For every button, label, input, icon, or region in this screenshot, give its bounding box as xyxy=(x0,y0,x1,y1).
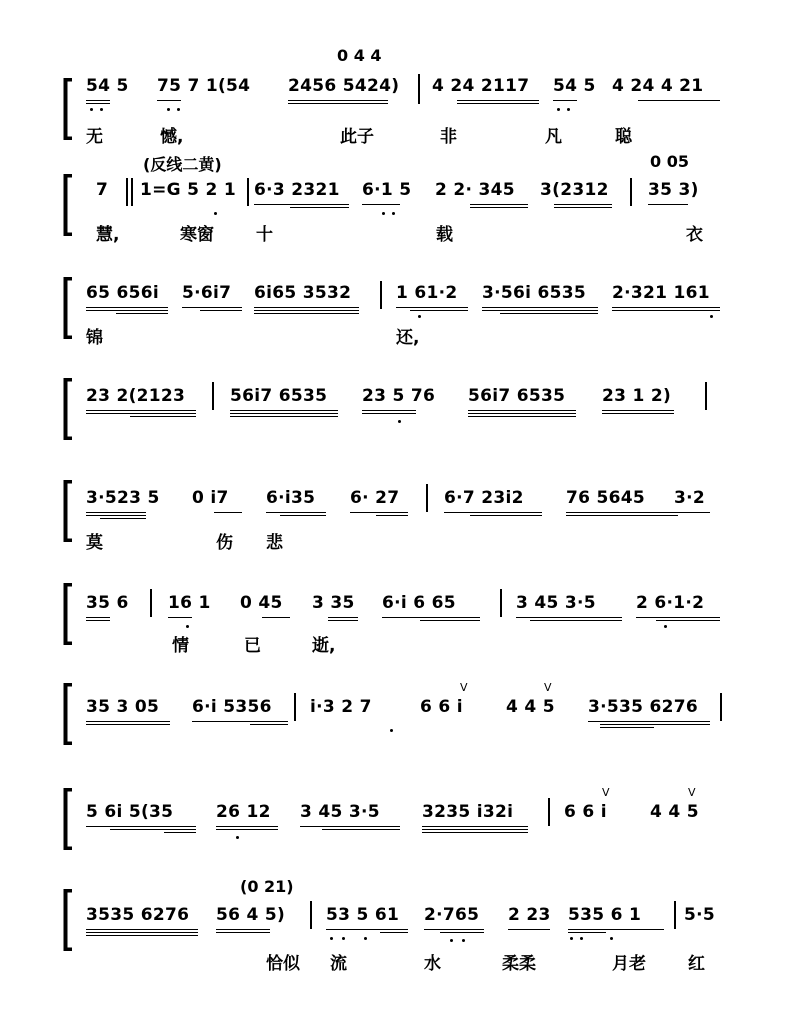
system-bracket xyxy=(62,277,74,339)
lyric: 已 xyxy=(244,636,261,656)
notation-group: 3 45 3·5 xyxy=(516,593,596,613)
notation-group: 2456 5424) xyxy=(288,76,400,96)
notation-group: 53 5 61 xyxy=(326,905,400,925)
lyric: 此子 xyxy=(340,127,374,147)
notation-group: 1 61·2 xyxy=(396,283,458,303)
notation-group: 3235 i32i xyxy=(422,802,514,822)
lyric: 莫 xyxy=(86,533,103,553)
lyric: 非 xyxy=(440,127,457,147)
notation-group: 3 35 xyxy=(312,593,355,613)
notation-group: 23 2(2123 xyxy=(86,386,186,406)
notation-group: 3·523 5 xyxy=(86,488,160,508)
lyric: 凡 xyxy=(545,127,562,147)
notation-group: 3 45 3·5 xyxy=(300,802,380,822)
notation-group: 3·535 6276 xyxy=(588,697,699,717)
notation-group: 3535 6276 xyxy=(86,905,190,925)
notation-group: 535 6 1 xyxy=(568,905,642,925)
notation-group: 2 6·1·2 xyxy=(636,593,705,613)
notation-group: 2 2· 345 xyxy=(435,180,515,200)
score-page: 0 4 4 54 5 75 7 1(54 2456 5424) 4 24 2117 54 5 4 24 4 21 无 憾, 此子 非 凡 聪 (反线二黄) 0 05 7 1=G 5 2 1 6·3 2321 6·1 5 2 2· 345 3(2312 35 3) 慧, 寒窗 十 载 衣 65 656i 5·6i7 6i65 3532 1 61·2 3·56i 6535 2·321 161 锦 还, 23 2(2123 56i7 6535 23 5 76 56i7 6535 23 1 2) 3·523 5 0 i7 6·i35 6· 27 6·7 23i2 76 5645 3·2 莫 伤 悲 35 6 16 1 0 45 3 35 6·i 6 65 3 45 3·5 2 6·1·2 情 已 逝, V V 35 3 05 6·i 5356 i·3 2 7 6 6 i 4 4 5 3·535 6276 V V 5 6i 5(35 26 12 3 45 3·5 3235 i32i 6 6 i 4 4 5 (0 21) 3535 6276 56 4 5) 53 5 61 2·765 2 23 535 6 1 5·5 恰似 流 水 柔柔 月老 红 xyxy=(0,0,796,1026)
annotation-upper: 0 05 xyxy=(650,152,689,171)
notation-group: 1=G 5 2 1 xyxy=(140,180,236,200)
barline xyxy=(294,693,296,721)
barline xyxy=(674,901,676,929)
notation-group: 54 5 xyxy=(553,76,596,96)
notation-group: 75 7 1(54 xyxy=(157,76,251,96)
system-bracket xyxy=(62,889,74,951)
barline xyxy=(131,178,133,206)
barline xyxy=(630,178,632,206)
notation-group: 4 24 2117 xyxy=(432,76,530,96)
annotation-key-change: (反线二黄) xyxy=(143,155,222,174)
lyric: 衣 xyxy=(686,225,703,245)
notation-group: 6i65 3532 xyxy=(254,283,352,303)
system-bracket xyxy=(62,583,74,645)
barline xyxy=(150,589,152,617)
barline xyxy=(500,589,502,617)
barline xyxy=(548,798,550,826)
notation-group: 35 3) xyxy=(648,180,699,200)
notation-group: 56i7 6535 xyxy=(468,386,566,406)
notation-group: 5·6i7 xyxy=(182,283,232,303)
notation-group: 6· 27 xyxy=(350,488,400,508)
notation-group: 2·765 xyxy=(424,905,480,925)
notation-group: 6·3 2321 xyxy=(254,180,340,200)
lyric: 十 xyxy=(256,225,273,245)
notation-group: 4 4 5 xyxy=(650,802,699,822)
notation-group: 4 4 5 xyxy=(506,697,555,717)
notation-group: 56 4 5) xyxy=(216,905,286,925)
annotation-upper: (0 21) xyxy=(240,877,294,896)
lyric: 伤 xyxy=(216,533,233,553)
barline xyxy=(426,484,428,512)
notation-group: 6·i 6 65 xyxy=(382,593,456,613)
notation-group: 2 23 xyxy=(508,905,551,925)
notation-group: 16 1 xyxy=(168,593,211,613)
system-bracket xyxy=(62,683,74,745)
notation-group: 65 656i xyxy=(86,283,159,303)
lyric: 柔柔 xyxy=(502,954,536,974)
barline xyxy=(247,178,249,206)
barline xyxy=(212,382,214,410)
lyric: 恰似 xyxy=(266,954,300,974)
notation-group: 6·i35 xyxy=(266,488,316,508)
system-bracket xyxy=(62,78,74,140)
notation-group: 6·7 23i2 xyxy=(444,488,524,508)
notation-group: i·3 2 7 xyxy=(310,697,372,717)
barline xyxy=(418,74,420,104)
notation-group: 5 6i 5(35 xyxy=(86,802,174,822)
barline xyxy=(126,178,128,206)
notation-group: 2·321 161 xyxy=(612,283,710,303)
notation-group: 23 1 2) xyxy=(602,386,672,406)
lyric: 慧, xyxy=(96,225,120,245)
notation-group: 7 xyxy=(96,180,109,200)
lyric: 还, xyxy=(396,328,420,348)
lyric: 悲 xyxy=(266,533,283,553)
barline xyxy=(310,901,312,929)
notation-group: 56i7 6535 xyxy=(230,386,328,406)
notation-group: 6 6 i xyxy=(420,697,463,717)
system-bracket xyxy=(62,174,74,236)
lyric: 月老 xyxy=(612,954,646,974)
lyric: 无 xyxy=(86,127,103,147)
lyric: 情 xyxy=(172,636,189,656)
notation-group: 23 5 76 xyxy=(362,386,436,406)
notation-group: 3(2312 xyxy=(540,180,609,200)
annotation-upper: 0 4 4 xyxy=(337,46,382,65)
notation-group: 3·56i 6535 xyxy=(482,283,587,303)
lyric: 载 xyxy=(436,225,453,245)
notation-group: 3·2 xyxy=(674,488,706,508)
lyric: 寒窗 xyxy=(180,225,214,245)
notation-group: 26 12 xyxy=(216,802,271,822)
barline xyxy=(705,382,707,410)
system-bracket xyxy=(62,378,74,440)
lyric: 锦 xyxy=(86,328,103,348)
notation-group: 0 i7 xyxy=(192,488,229,508)
notation-group: 5·5 xyxy=(684,905,716,925)
lyric: 水 xyxy=(424,954,441,974)
lyric: 聪 xyxy=(615,127,632,147)
lyric: 流 xyxy=(330,954,347,974)
system-bracket xyxy=(62,480,74,542)
notation-group: 6 6 i xyxy=(564,802,607,822)
system-bracket xyxy=(62,788,74,850)
lyric: 憾, xyxy=(160,127,184,147)
notation-group: 35 6 xyxy=(86,593,129,613)
notation-group: 76 5645 xyxy=(566,488,645,508)
notation-group: 4 24 4 21 xyxy=(612,76,704,96)
notation-group: 6·1 5 xyxy=(362,180,412,200)
barline xyxy=(380,281,382,309)
lyric: 红 xyxy=(688,954,705,974)
notation-group: 0 45 xyxy=(240,593,283,613)
notation-group: 35 3 05 xyxy=(86,697,160,717)
barline xyxy=(720,693,722,721)
lyric: 逝, xyxy=(312,636,336,656)
notation-group: 54 5 xyxy=(86,76,129,96)
notation-group: 6·i 5356 xyxy=(192,697,272,717)
